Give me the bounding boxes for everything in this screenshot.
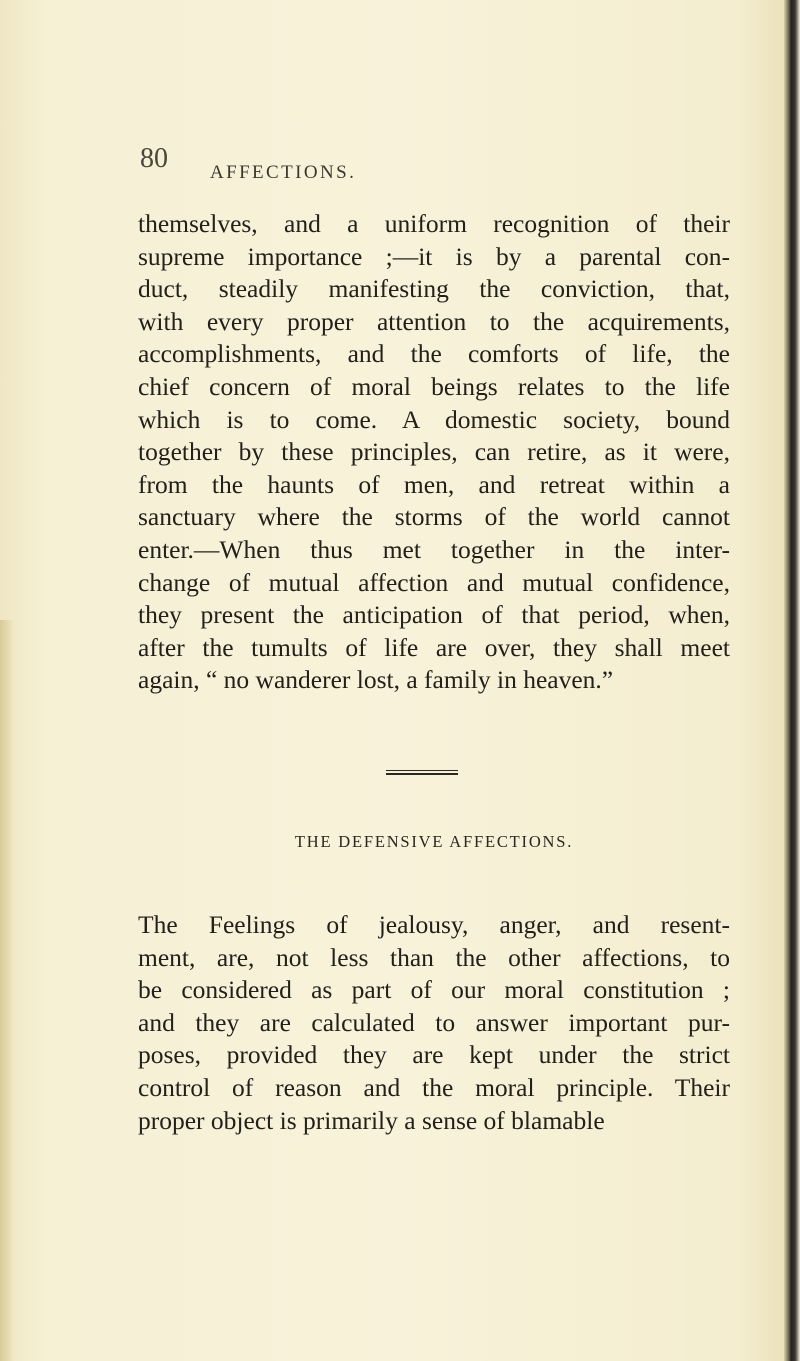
divider-rule-top [386,770,458,771]
running-head [140,143,740,191]
book-spine-edge [784,0,800,1361]
text-line: and they are calculated to answer important pur- [138,1007,730,1037]
text-line: be considered as part of our moral constitution ; [138,975,730,1005]
text-line: poses, provided they are kept under the strict [138,1040,730,1070]
text-line: chief concern of moral beings relates to the life [138,371,730,401]
text-line: supreme importance ;—it is by a parental con- [138,241,730,271]
text-line: The Feelings of jealousy, anger, and resent- [138,910,730,939]
text-line: with every proper attention to the acquirements, [138,306,730,336]
page-number: 80 [140,143,168,174]
text-line: control of reason and the moral principle. Their [138,1072,730,1102]
text-line: from the haunts of men, and retreat within a [138,469,730,499]
text-line: accomplishments, and the comforts of life, the [138,339,730,369]
text-line: which is to come. A domestic society, bound [138,404,730,434]
text-line: after the tumults of life are over, they shall meet [138,632,730,662]
page-left-edge-shadow [0,620,14,1361]
text-line: enter.—When thus met together in the inter- [138,534,730,564]
text-line: duct, steadily manifesting the conviction, that, [138,274,730,304]
text-line: again, “ no wanderer lost, a family in heaven.” [138,665,614,695]
text-line: change of mutual affection and mutual confidence, [138,567,730,597]
paragraph-2 [138,909,730,1137]
text-line: themselves, and a uniform recognition of their [138,209,730,238]
text-line: sanctuary where the storms of the world cannot [138,502,730,532]
text-line: proper object is primarily a sense of blamable [138,1105,605,1135]
running-title: AFFECTIONS. [210,162,357,183]
text-line: together by these principles, can retire, as it were, [138,437,730,467]
section-divider [386,770,458,775]
section-heading: THE DEFENSIVE AFFECTIONS. [294,832,574,851]
text-line: ment, are, not less than the other affections, to [138,942,730,972]
divider-rule-bottom [386,773,458,775]
paragraph-1 [138,208,730,697]
text-line: they present the anticipation of that period, when, [138,600,730,630]
